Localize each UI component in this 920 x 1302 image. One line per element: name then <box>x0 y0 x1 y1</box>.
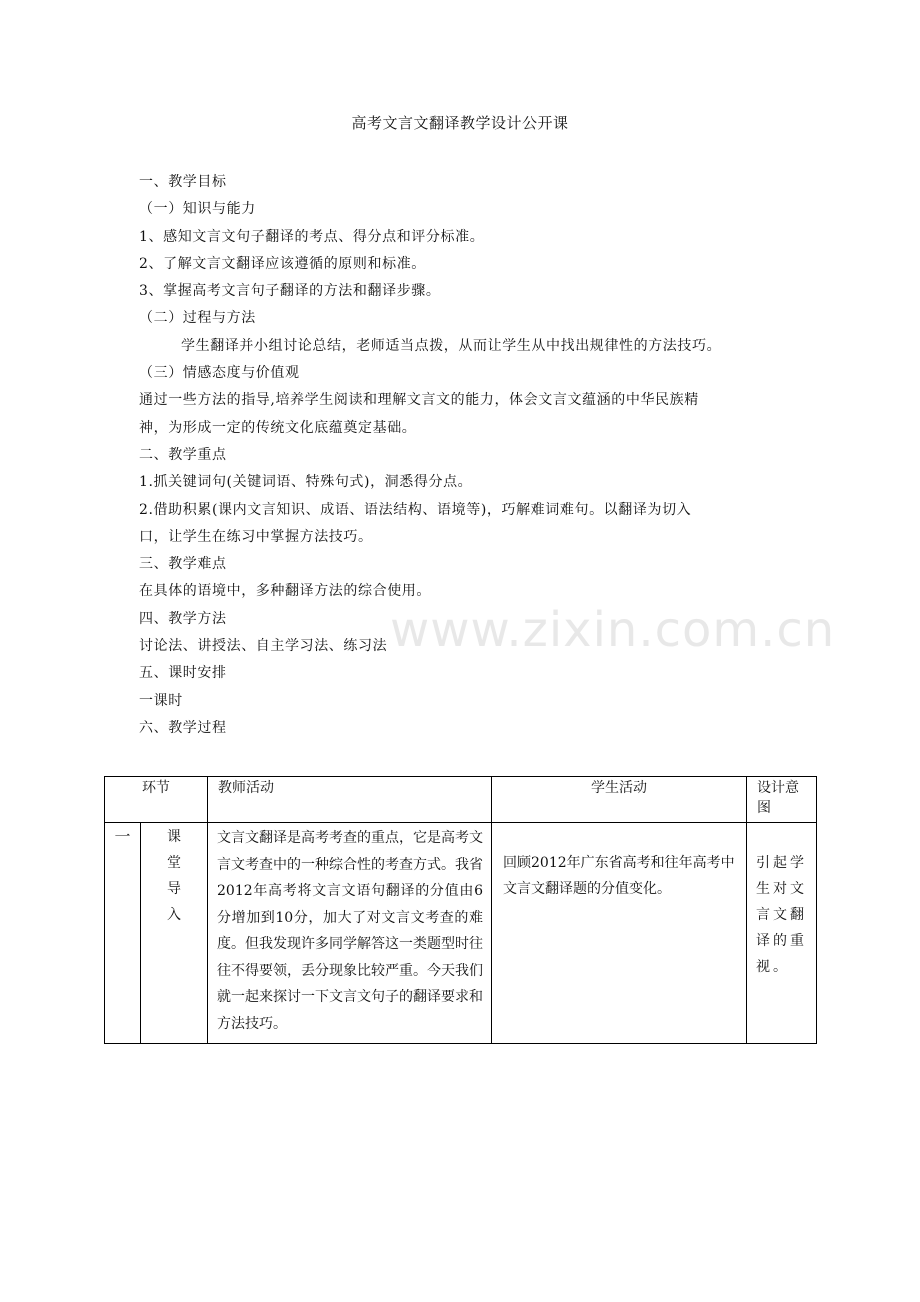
text-line: 口，让学生在练习中掌握方法技巧。 <box>139 528 373 545</box>
row-stage-label: 课堂导入 <box>167 829 181 923</box>
text-line: （三）情感态度与价值观 <box>139 365 300 382</box>
text-line: 1.抓关键词句(关键词语、特殊句式)，洞悉得分点。 <box>139 474 473 491</box>
text-line: 3、掌握高考文言句子翻译的方法和翻译步骤。 <box>139 283 441 300</box>
row-teacher-activity: 文言文翻译是高考考查的重点，它是高考文言文考查中的一种综合性的考查方式。我省2012年高考将文言文语句翻译的分值由6分增加到10分，加大了对文言文考查的难度。但我发现许多同学解答这一类题型时往往不得要领，丢分现象比较严重。今天我们就一起来探讨一下文言文句子的翻译要求和方法技巧。 <box>208 823 492 1044</box>
text-line: 五、课时安排 <box>139 665 227 682</box>
row-number: 一 <box>105 823 141 1044</box>
text-line: 三、教学难点 <box>139 556 227 573</box>
text-line: 在具体的语境中，多种翻译方法的综合使用。 <box>139 583 431 600</box>
row-stage <box>141 823 208 1044</box>
text-line: 2.借助积累(课内文言知识、成语、语法结构、语境等)，巧解难词难句。以翻译为切入 <box>139 501 692 518</box>
header-student: 学生活动 <box>492 777 747 823</box>
header-stage: 环节 <box>105 777 208 823</box>
header-teacher: 教师活动 <box>208 777 492 823</box>
text-line: 四、教学方法 <box>139 610 227 627</box>
table-header-row <box>105 777 817 823</box>
watermark: www.zixin.com.cn <box>390 602 836 658</box>
text-line: 通过一些方法的指导,培养学生阅读和理解文言文的能力，体会文言文蕴涵的中华民族精 <box>139 392 699 409</box>
text-line: 2、了解文言文翻译应该遵循的原则和标准。 <box>139 255 426 272</box>
row-design-intent: 引起学生对文言文翻译的重视。 <box>747 823 817 1044</box>
teaching-process-table <box>104 776 817 1044</box>
header-intent: 设计意图 <box>747 777 817 823</box>
text-line: 学生翻译并小组讨论总结，老师适当点拨，从而让学生从中找出规律性的方法技巧。 <box>181 337 722 354</box>
text-line: 六、教学过程 <box>139 719 227 736</box>
text-line: 1、感知文言文句子翻译的考点、得分点和评分标准。 <box>139 228 485 245</box>
table-row <box>105 823 817 1044</box>
page-title: 高考文言文翻译教学设计公开课 <box>351 114 569 132</box>
text-line: （二）过程与方法 <box>139 310 256 327</box>
text-line: 一课时 <box>139 692 183 709</box>
row-student-activity: 回顾2012年广东省高考和往年高考中文言文翻译题的分值变化。 <box>492 823 747 1044</box>
text-line: 讨论法、讲授法、自主学习法、练习法 <box>139 638 388 655</box>
text-line: 神，为形成一定的传统文化底蕴奠定基础。 <box>139 419 417 436</box>
text-line: 一、教学目标 <box>139 174 227 190</box>
text-line: （一）知识与能力 <box>139 201 256 218</box>
text-line: 二、教学重点 <box>139 446 227 463</box>
